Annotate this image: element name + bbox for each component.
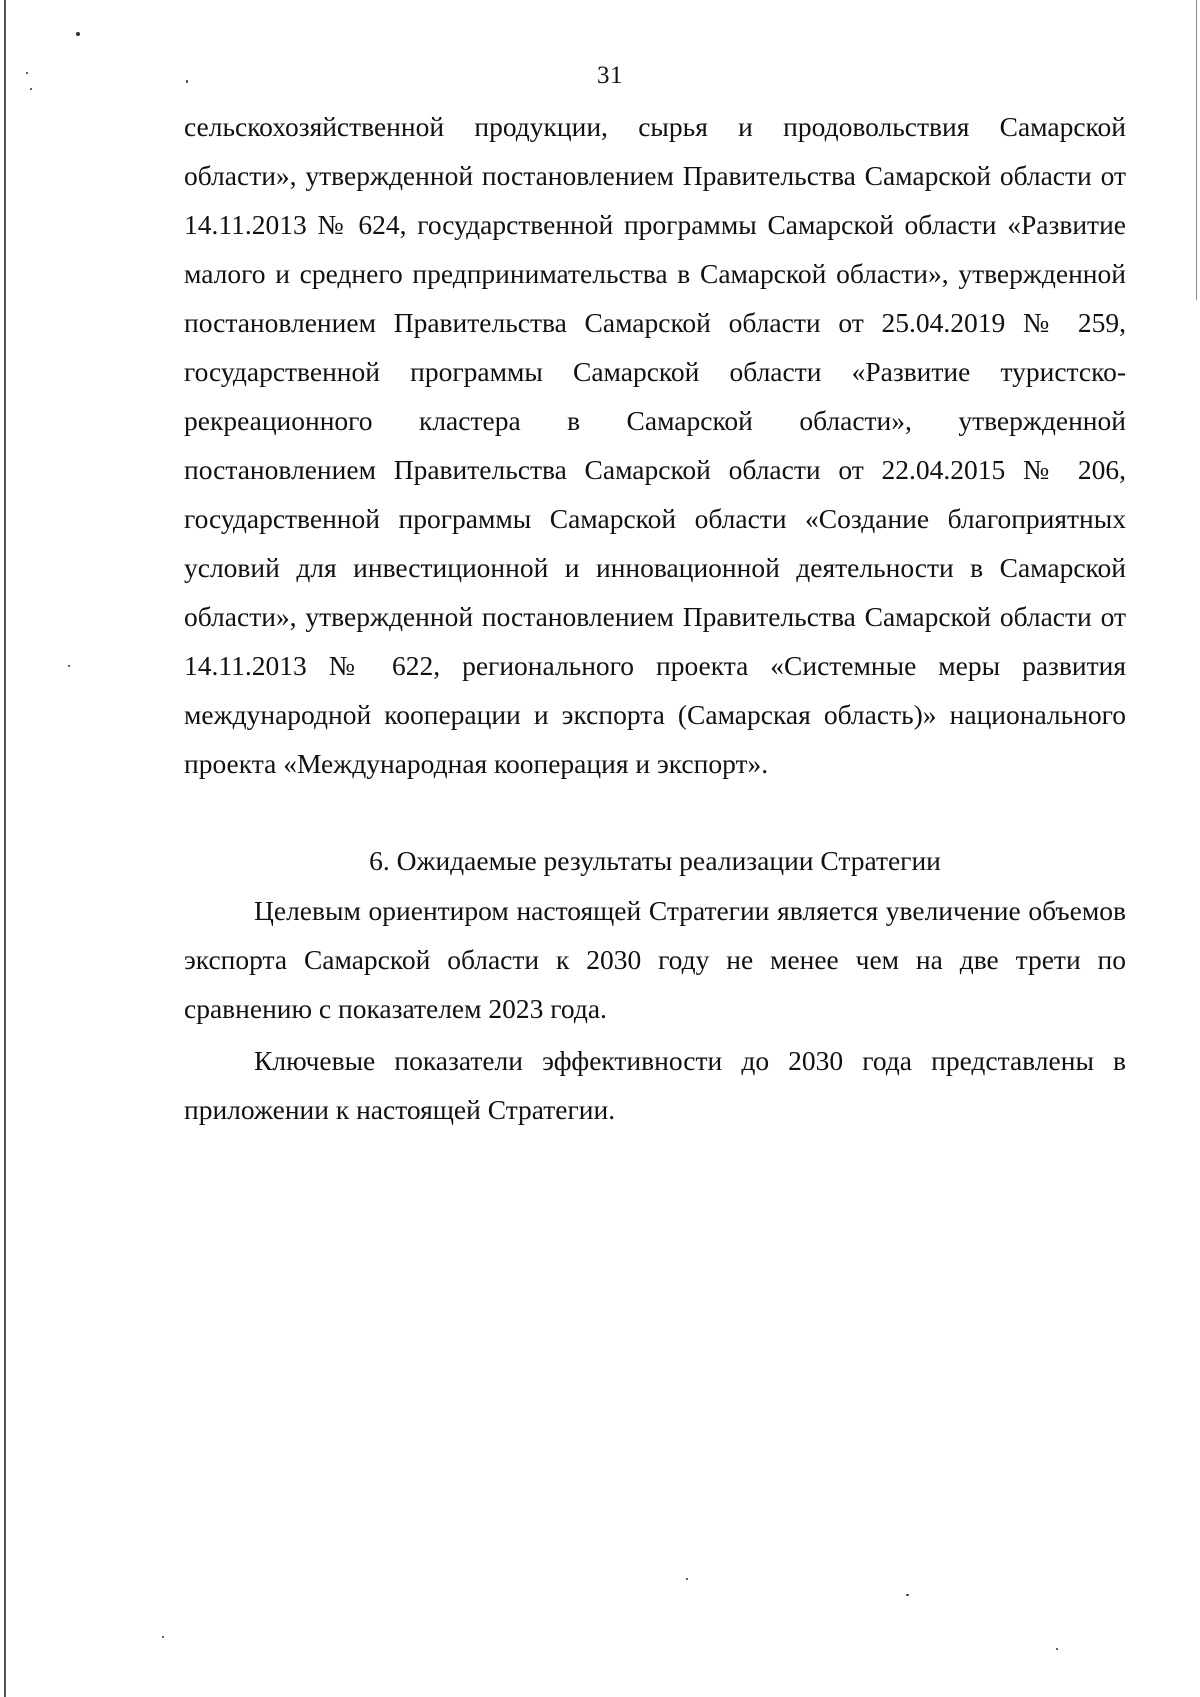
section-heading: 6. Ожидаемые результаты реализации Стратегии xyxy=(369,845,941,876)
scan-left-edge xyxy=(4,0,6,1697)
scan-speck xyxy=(1056,1648,1058,1650)
scan-speck xyxy=(162,1636,164,1638)
scan-speck xyxy=(906,1594,909,1596)
paragraph-target: Целевым ориентиром настоящей Стратегии является увеличение объемов экспорта Самарской области к 2030 году не менее чем на две трети по сравнению с показателем 2023 года. xyxy=(184,895,1126,1024)
scan-speck xyxy=(68,665,70,667)
page-number: 31 xyxy=(597,62,623,89)
paragraph-programs-list: сельскохозяйственной продукции, сырья и продовольствия Самарской области», утвержденной постановлением Правительства Самарской области от 14.11.2013 № 624, государственной программы Самарской области «Развитие малого и среднего предпринимательства в Самарской области», утвержденной постановлением Правительства Самарской области от 25.04.2019 № 259, государственной программы Самарской области «Развитие туристско-рекреационного кластера в Самарской области», утвержденной постановлением Правительства Самарской области от 22.04.2015 № 206, государственной программы Самарской области «Создание благоприятных условий для инвестиционной и инновационной деятельности в Самарской области», утвержденной постановлением Правительства Самарской области от 14.11.2013 № 622, регионального проекта «Системные меры развития международной кооперации и экспорта (Самарская область)» национального проекта «Международная кооперация и экспорт». xyxy=(184,111,1126,779)
scan-speck xyxy=(76,32,80,36)
paragraph-indicators: Ключевые показатели эффективности до 2030 года представлены в приложении к настоящей Стратегии. xyxy=(184,1045,1126,1125)
scan-speck xyxy=(686,1578,688,1580)
scan-right-edge xyxy=(1196,0,1197,300)
